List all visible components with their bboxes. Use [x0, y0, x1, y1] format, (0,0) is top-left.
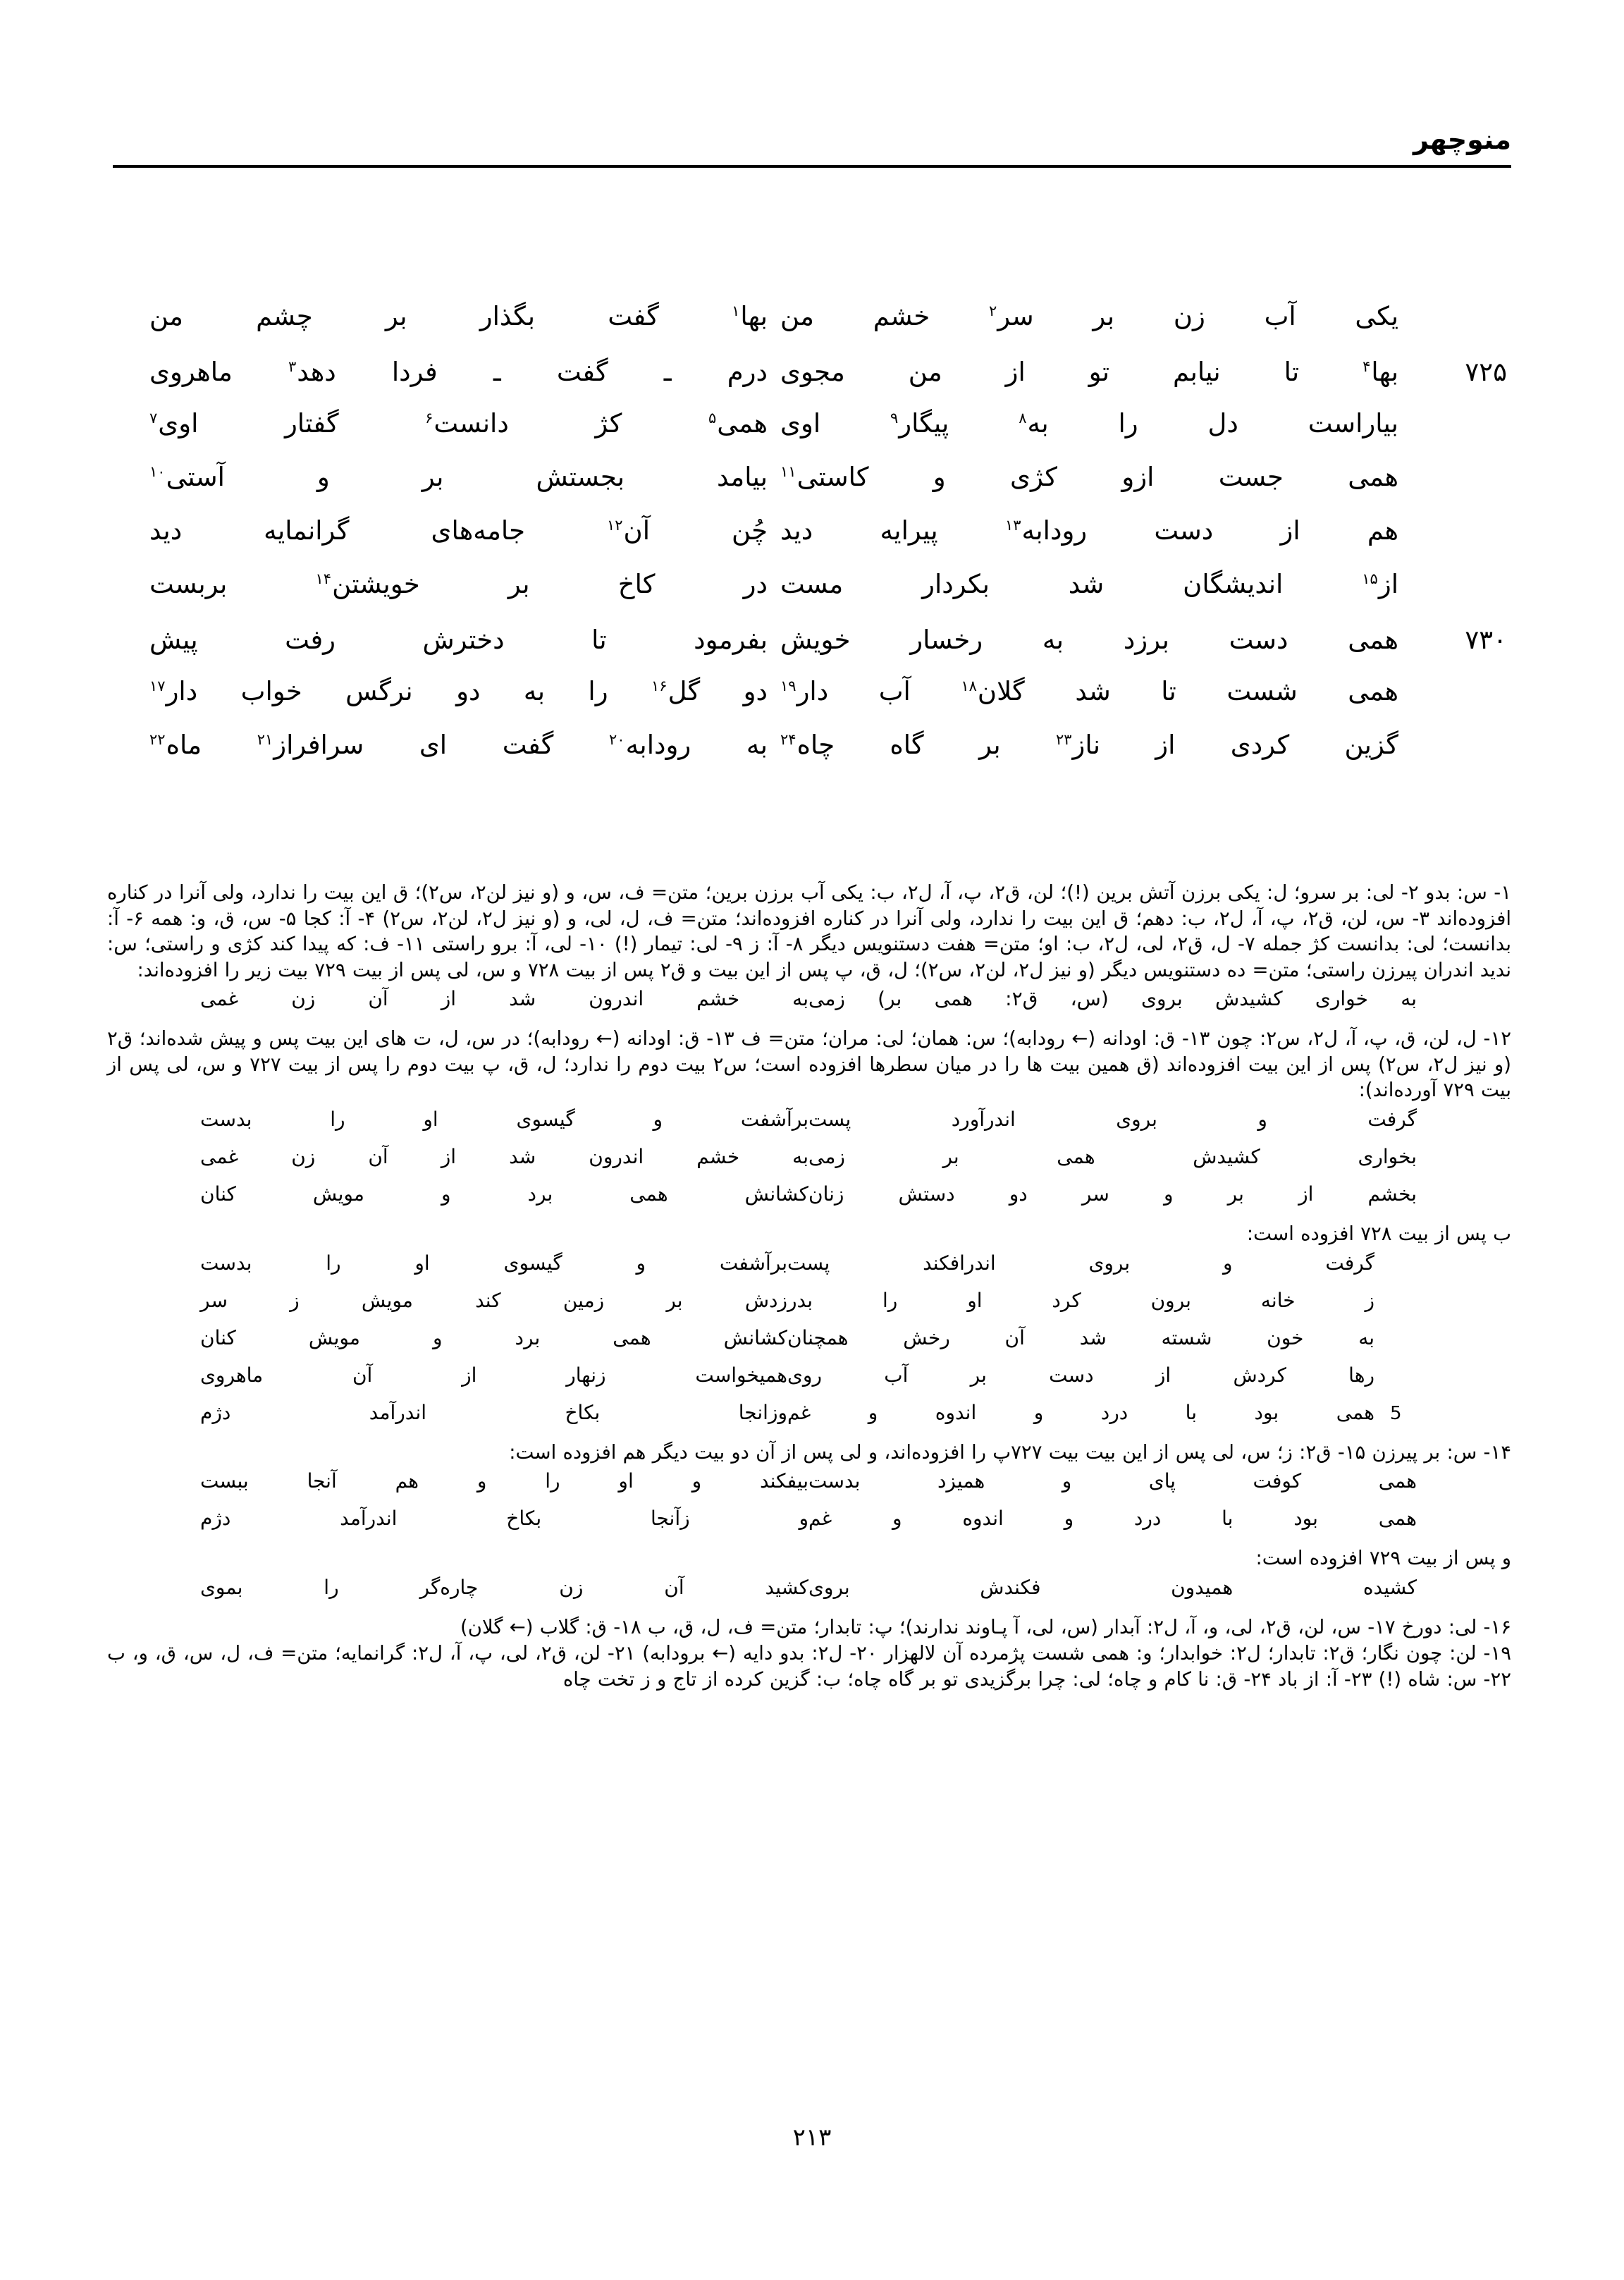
verse-number: ۷۲۵	[1465, 357, 1507, 387]
verse-row	[113, 517, 1511, 571]
verse-row	[113, 625, 1511, 678]
inset-verse-group-1	[107, 986, 1511, 1023]
hemistich-right: درم ـ گفت ـ فردا دهد$^۳$ ماهروی	[149, 357, 768, 387]
hemistich-right: چُن آن$^{۱۲}$ جامه‌های گرانمایه دید	[149, 515, 768, 546]
inset-hemistich-right: برآشفت و گیسوی او را بدست	[200, 1251, 787, 1275]
hemistich-left: گزین کردی از ناز$^{۲۳}$ بر گاه چاه$^{۲۴}$	[780, 730, 1398, 760]
verse-row	[113, 303, 1511, 357]
verse-row	[113, 410, 1511, 464]
apparatus-criticus	[107, 880, 1511, 1693]
inset-verse-group-4	[107, 1468, 1511, 1543]
apparatus-note: و پس از بیت ۷۲۹ افزوده است:	[1255, 1547, 1511, 1570]
inset-hemistich-left: کشیده همیدون فکندش بروی	[808, 1575, 1417, 1599]
inset-verse-group-5	[107, 1574, 1511, 1612]
inset-hemistich-right: کشانش همی برد و مویش کنان	[200, 1182, 808, 1206]
apparatus-paragraph: ۱۹- لن: چون نگار؛ ق۲: تابدار؛ ل۲: خوابدار؛ و: همی شست پژمرده آن لالهزار ۲۰- ل۲: بدو دایه (← برودابه) ۲۱- لن، ق۲، لی، پ، آ، ل۲: گرانمایه؛ متن= ف، ل، س، ق، و، ب ۲۲- س: شاه (!) ۲۳- آ: از باد ۲۴- ق: نا کام و چاه؛ لی: چرا برگزیدی تو بر گاه چاه؛ ب: گزین کرده از تاج و ز تخت چاه	[107, 1642, 1511, 1691]
verse-row	[113, 732, 1511, 785]
inset-hemistich-right: کشید آن زن چاره‌گر را بموی	[200, 1575, 808, 1599]
hemistich-right: همی$^۵$ کژ دانست$^۶$ گفتار اوی$^۷$	[149, 408, 768, 439]
inset-verse-row	[166, 1362, 1432, 1399]
hemistich-right: به رودابه$^{۲۰}$ گفت ای سرافراز$^{۲۱}$ ماه$^{۲۲}$	[149, 730, 768, 760]
apparatus-note: ب پس از بیت ۷۲۸ افزوده است:	[1246, 1222, 1511, 1245]
hemistich-right: بها$^۱$ گفت بگذار بر چشم من	[149, 301, 768, 331]
inset-hemistich-left: گرفت و بروی اندرآورد پست	[808, 1107, 1417, 1131]
page-header	[113, 125, 1511, 168]
hemistich-left: همی شست تا شد گلان$^{۱۸}$ آب دار$^{۱۹}$	[780, 676, 1398, 706]
inset-hemistich-left: رها کردش از دست بر آب روی	[787, 1363, 1374, 1387]
inset-hemistich-right: زدش بر زمین کند مویش ز سر	[200, 1288, 787, 1312]
inset-hemistich-left: گرفت و بروی اندرافکند پست	[787, 1251, 1374, 1275]
inset-hemistich-left: بخواری کشیدش همی بر زمی	[808, 1144, 1417, 1168]
inset-verse-row	[166, 1250, 1432, 1287]
inset-hemistich-right: به خشم اندرون شد از آن زن غمی	[200, 1144, 808, 1168]
inset-hemistich-left: همی کوفت پای و همیزد بدست	[808, 1469, 1417, 1493]
inset-hemistich-left: بخشم از بر و سر دو دستش زنان	[808, 1182, 1417, 1206]
apparatus-paragraph: ۱۶- لی: دورخ ۱۷- س، لن، ق۲، لی، و، آ، ل۲: آبدار (س، لی، آ پـاوند ندارند)؛ پ: تابدار؛ متن= ف، ل، ق، ب ۱۸- ق: گلاب (← گلان)	[460, 1615, 1511, 1638]
inset-verse-row	[166, 1574, 1432, 1612]
hemistich-left: از$^{۱۵}$ اندیشگان شد بکردار مست	[780, 569, 1398, 599]
inset-verse-row	[166, 1181, 1432, 1218]
verse-row	[113, 357, 1511, 410]
inset-hemistich-left: همی بود با درد و اندوه و غم	[787, 1400, 1374, 1424]
inset-hemistich-left: به خواری کشیدش بروی (س، ق۲: همی بر) زمی	[808, 987, 1417, 1011]
inset-hemistich-right: به خشم اندرون شد از آن زن غمی	[200, 987, 808, 1011]
inset-hemistich-right: بیفکند و او را و هم آنجا ببست	[200, 1469, 808, 1493]
hemistich-right: بفرمود تا دخترش رفت پیش	[149, 625, 768, 655]
inset-hemistich-right: وزانجا بکاخ اندرآمد دژم	[200, 1400, 787, 1424]
hemistich-left: همی دست برزد به رخسار خویش	[780, 625, 1398, 655]
folio-number: ۲۱۳	[792, 2123, 832, 2152]
hemistich-left: یکی آب زن بر سر$^۲$ خشم من	[780, 301, 1398, 331]
inset-verse-row	[166, 1106, 1432, 1144]
inset-verse-row	[166, 1325, 1432, 1362]
inset-hemistich-right: و زآنجا بکاخ اندرآمد دژم	[200, 1507, 808, 1531]
inset-hemistich-left: به خون شسته شد آن رخش همچنان	[787, 1325, 1374, 1349]
running-head-title: منوچهر	[1413, 124, 1511, 155]
apparatus-paragraph: ۱- س: بدو ۲- لی: بر سرو؛ ل: یکی برزن آتش برین (!)؛ لن، ق۲، پ، آ، ل۲، ب: یکی آب برزن برین؛ متن= ف، س، و (و نیز لن۲، س۲)؛ ق این بیت را ندارد، ولی آنرا در کناره افزوده‌اند ۳- س، لن، ق۲، پ، آ، ل۲، ب: دهم؛ ق این بیت را ندارد، ولی آنرا در کناره افزوده‌اند؛ متن= ف، ل، لی، و (و نیز ل۲، لن۲، س۲) ۴- آ: کجا ۵- س، ق، و: همه ۶- آ: بدانست؛ لی: بدانست کژ جمله ۷- ل، ق۲، لی، ل۲، ب: او؛ متن= هفت دستنویس دیگر ۸- آ: ز ۹- لی: تیمار (!) ۱۰- لی، آ: برو راستی ۱۱- ف: که پیدا کند کژی و راستی؛ س: ندید اندران پیرزن راستی؛ متن= ده دستنویس دیگر (و نیز ل۲، لن۲، س۲)؛ ل، ق، پ پس از این بیت و ق۲ پس از بیت ۷۲۸ و س، لی پس از بیت ۷۲۹ بیت زیر را افزوده‌اند:	[107, 881, 1511, 981]
inset-verse-row	[166, 986, 1432, 1023]
inset-side-number: 5	[1390, 1402, 1402, 1424]
verse-number: ۷۳۰	[1465, 625, 1507, 655]
inset-hemistich-right: کشانش همی برد و مویش کنان	[200, 1325, 787, 1349]
hemistich-left: همی جست ازو کژی و کاستی$^{۱۱}$	[780, 462, 1398, 492]
inset-verse-row	[166, 1144, 1432, 1181]
header-rule	[113, 165, 1511, 168]
verse-row	[113, 571, 1511, 625]
hemistich-left: بیاراست دل را به$^۸$ پیگار$^۹$ اوی	[780, 408, 1398, 439]
hemistich-left: بها$^۴$ تا نیابم تو از من مجوی	[780, 357, 1398, 387]
inset-verse-row	[166, 1287, 1432, 1325]
inset-hemistich-right: برآشفت و گیسوی او را بدست	[200, 1107, 808, 1131]
verse-row	[113, 464, 1511, 517]
hemistich-left: هم از دست رودابه$^{۱۳}$ پیرایه دید	[780, 515, 1398, 546]
hemistich-right: دو گل$^{۱۶}$ را به دو نرگس خواب دار$^{۱۷}$	[149, 676, 768, 706]
apparatus-paragraph: ۱۴- س: بر پیرزن ۱۵- ق۲: ز؛ س، لی پس از این بیت بیت ۷۲۷پ را افزوده‌اند، و لی پس از آن دو بیت دیگر هم افزوده است:	[509, 1440, 1511, 1464]
inset-verse-row	[166, 1505, 1432, 1543]
apparatus-paragraph: ۱۲- ل، لن، ق، پ، آ، ل۲، س۲: چون ۱۳- ق: اودانه (← رودابه)؛ س: همان؛ لی: مران؛ متن= ف ۱۳- ق: اودانه (← رودابه)؛ در س، ل، ت های این بیت پس و پیش شده‌اند؛ ق۲ (و نیز ل۲، س۲) پس از این بیت افزوده‌اند (ق همین بیت ها را در میان سطرها افزوده است؛ س۲ بیت دوم را ندارد؛ ل، ق، پ بیت دوم را پس از بیت ۷۲۷ و س، لی پس از بیت ۷۲۹ آورده‌اند):	[107, 1027, 1512, 1102]
verse-block	[113, 303, 1511, 785]
inset-hemistich-left: ز خانه برون کرد او را بدر	[787, 1288, 1374, 1312]
inset-verse-row	[166, 1468, 1432, 1505]
verse-row	[113, 678, 1511, 732]
hemistich-right: بیامد بجستش بر و آستی$^{۱۰}$	[149, 462, 768, 492]
inset-hemistich-right: همیخواست زنهار از آن ماهروی	[200, 1363, 787, 1387]
inset-verse-row	[166, 1399, 1432, 1437]
inset-hemistich-left: همی بود با درد و اندوه و غم	[808, 1507, 1417, 1531]
inset-verse-group-2	[107, 1106, 1511, 1218]
inset-verse-group-3	[107, 1250, 1511, 1437]
hemistich-right: در کاخ بر خویشتن$^{۱۴}$ بربست	[149, 569, 768, 599]
